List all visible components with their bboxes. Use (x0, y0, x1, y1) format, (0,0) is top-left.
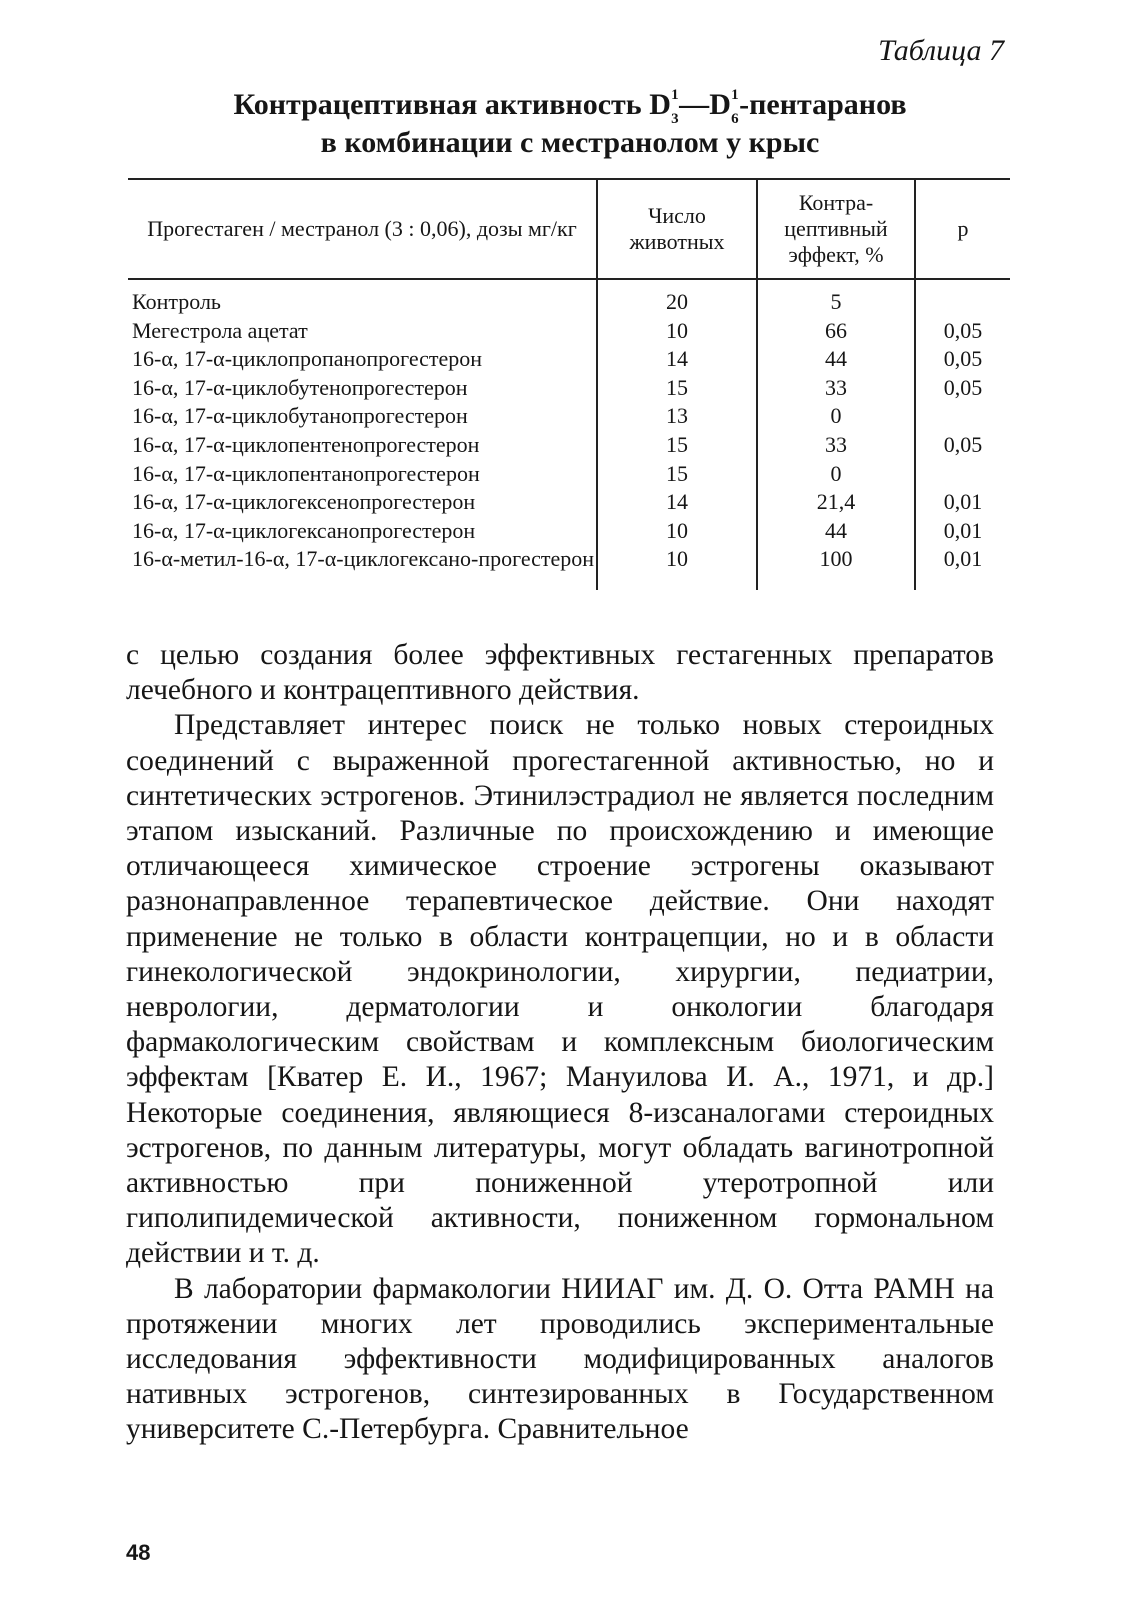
d-letter: D (709, 88, 731, 121)
table-row (128, 345, 1010, 374)
cell-animals: 20 (597, 279, 757, 317)
cell-effect: 44 (757, 517, 915, 546)
cell-effect: 33 (757, 431, 915, 460)
cell-compound: 16-α, 17-α-циклогексенопрогестерон (132, 489, 476, 515)
table-title-part-2: -пентаранов (739, 88, 907, 121)
cell-p (915, 460, 1010, 489)
header-animals: Число животных (597, 179, 757, 279)
cell-p: 0,01 (915, 488, 1010, 517)
table-row (128, 279, 1010, 317)
cell-animals: 14 (597, 345, 757, 374)
subscript: 3 (671, 111, 679, 127)
table-row (128, 517, 1010, 546)
cell-compound: Мегестрола ацетат (132, 317, 308, 343)
paragraph-1: с целью создания более эффективных гестагенных препаратов лечебного и контрацептивного действия. (126, 639, 994, 707)
table-title (130, 86, 1010, 162)
table-row (128, 545, 1010, 590)
dash: — (679, 88, 710, 121)
cell-compound: 16-α, 17-α-циклопентанопрогестерон (132, 460, 480, 486)
cell-animals: 15 (597, 374, 757, 403)
cell-p: 0,05 (915, 345, 1010, 374)
table-body (128, 279, 1010, 590)
superscript: 1 (731, 87, 739, 103)
data-table (128, 178, 1010, 590)
table-title-line-1 (130, 86, 1010, 127)
body-text (126, 638, 994, 1448)
table-row (128, 431, 1010, 460)
table-row (128, 488, 1010, 517)
cell-animals: 10 (597, 317, 757, 346)
cell-animals: 13 (597, 402, 757, 431)
table-row (128, 374, 1010, 403)
cell-p: 0,01 (915, 517, 1010, 546)
cell-animals: 15 (597, 431, 757, 460)
cell-compound: Контроль (132, 289, 221, 314)
cell-compound: 16-α, 17-α-циклобутанопрогестерон (132, 403, 468, 429)
cell-p: 0,05 (915, 431, 1010, 460)
paragraph-2: Представляет интерес поиск не только новых стероидных соединений с выраженной прогестагенной активностью, но и синтетических эстрогенов. Этинилэстрадиол не является последним этапом изысканий. Различные по происхождению и имеющие отличающееся химическое строение эстрогены оказывают разнонаправленное терапевтическое действие. Они находят применение не только в области контрацепции, но и в области гинекологической эндокринологии, хирургии, педиатрии, неврологии, дерматологии и онкологии благодаря фармакологическим свойствам и комплексным биологическим эффектам [Кватер Е. И., 1967; Мануилова И. А., 1971, и др.] Некоторые соединения, являющиеся 8-изсаналогами стероидных эстрогенов, по данным литературы, могут обладать вагинотропной активностью при пониженной утеротропной или гиполипидемической активности, пониженном гормональном действии и т. д. (126, 709, 994, 1270)
superscript: 1 (671, 87, 679, 103)
header-row (128, 179, 1010, 279)
table-row (128, 402, 1010, 431)
table-number: Таблица 7 (878, 34, 1004, 67)
cell-effect: 66 (757, 317, 915, 346)
cell-effect: 21,4 (757, 488, 915, 517)
header-progestagen: Прогестаген / местранол (3 : 0,06), дозы мг/кг (128, 179, 597, 279)
d-letter: D (649, 88, 671, 121)
cell-compound: 16-α, 17-α-циклогексанопрогестерон (132, 517, 476, 543)
cell-p: 0,05 (915, 374, 1010, 403)
cell-effect: 33 (757, 374, 915, 403)
cell-p (915, 402, 1010, 431)
page-number: 48 (126, 1540, 151, 1565)
table-header (128, 179, 1010, 279)
d-symbol-1 (649, 86, 679, 127)
cell-animals: 15 (597, 460, 757, 489)
d-symbol-2 (709, 86, 739, 127)
table-title-line-2: в комбинации с местранолом у крыс (320, 126, 820, 159)
cell-compound: 16-α, 17-α-циклопентенопрогестерон (132, 431, 480, 457)
cell-p: 0,01 (915, 545, 1010, 590)
table-title-part-1: Контрацептивная активность (233, 88, 650, 121)
header-effect: Контра-цептивный эффект, % (757, 179, 915, 279)
cell-effect: 5 (757, 279, 915, 317)
subscript: 6 (731, 111, 739, 127)
cell-effect: 0 (757, 460, 915, 489)
cell-effect: 44 (757, 345, 915, 374)
cell-effect: 100 (757, 545, 915, 590)
table-row (128, 460, 1010, 489)
cell-effect: 0 (757, 402, 915, 431)
cell-compound: 16-α-метил-16-α, 17-α-циклогексано-прогестерон (132, 546, 595, 572)
cell-animals: 14 (597, 488, 757, 517)
cell-compound: 16-α, 17-α-циклобутенопрогестерон (132, 374, 468, 400)
header-p: p (915, 179, 1010, 279)
table-row (128, 317, 1010, 346)
cell-compound: 16-α, 17-α-циклопропанопрогестерон (132, 346, 483, 372)
cell-p (915, 279, 1010, 317)
cell-p: 0,05 (915, 317, 1010, 346)
cell-animals: 10 (597, 545, 757, 590)
cell-animals: 10 (597, 517, 757, 546)
paragraph-3: В лаборатории фармакологии НИИАГ им. Д. О. Отта РАМН на протяжении многих лет проводились экспериментальные исследования эффективности модифицированных аналогов нативных эстрогенов, синтезированных в Государственном университете С.-Петербурга. Сравнительное (126, 1272, 994, 1446)
